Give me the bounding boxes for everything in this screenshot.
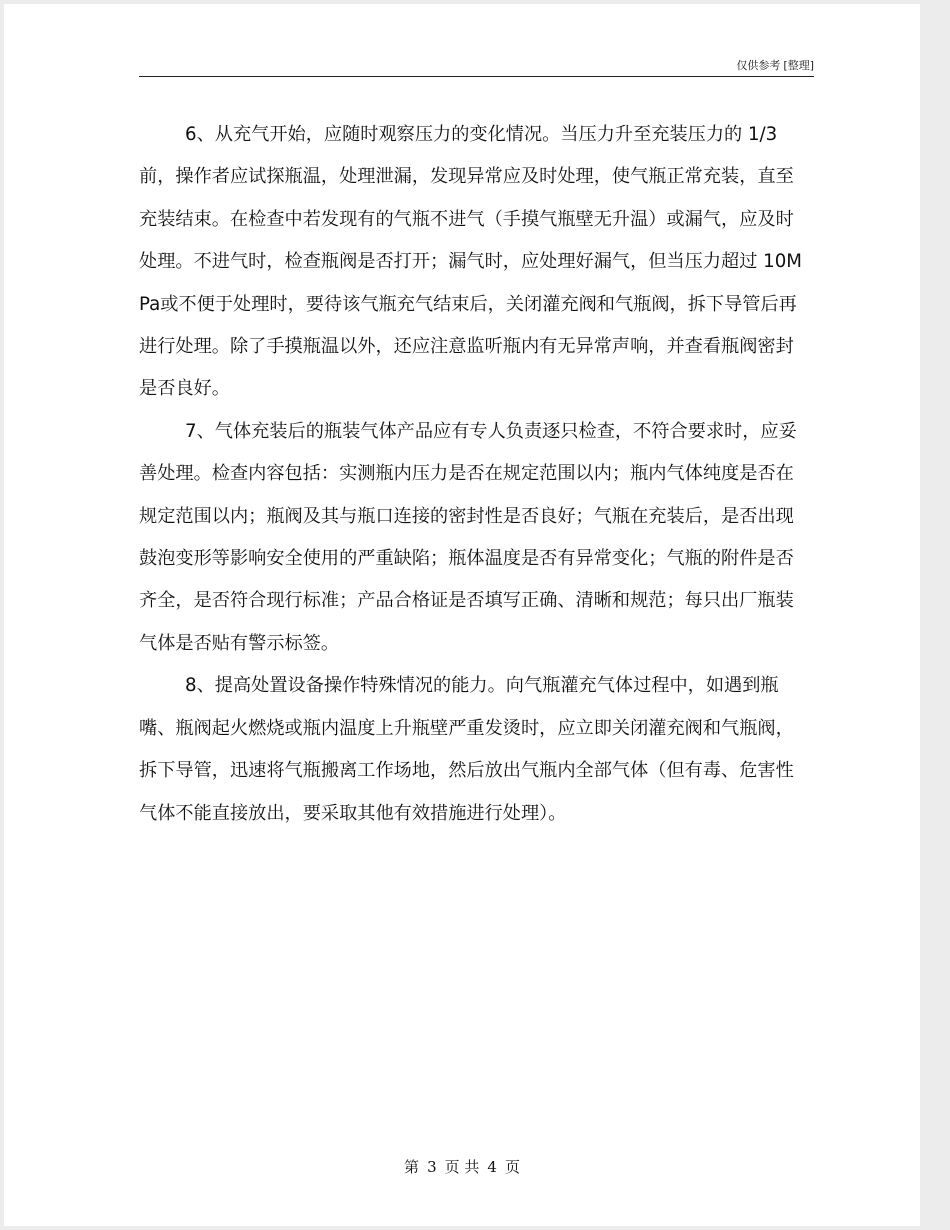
header-tag: [整理] (783, 59, 814, 72)
page-footer (4, 1156, 920, 1177)
footer-prefix: 第 (404, 1158, 420, 1176)
document-page (4, 4, 920, 1226)
paragraph-8: 8、提高处置设备操作特殊情况的能力。向气瓶灌充气体过程中，如遇到瓶嘴、瓶阀起火燃烧或瓶内温度上升瓶壁严重发烫时，应立即关闭灌充阀和气瓶阀，拆下导管，迅速将气瓶搬离工作场地，然后放出气瓶内全部气体（但有毒、危害性气体不能直接放出，要采取其他有效措施进行处理）。 (139, 675, 794, 824)
page-header (139, 57, 814, 73)
paragraph-6: 6、从充气开始，应随时观察压力的变化情况。当压力升至充装压力的 1/3 前，操作者应试探瓶温，处理泄漏，发现异常应及时处理，使气瓶正常充装，直至充装结束。在检查中若发现有的气瓶不进气（手摸气瓶壁无升温）或漏气，应及时处理。不进气时，检查瓶阀是否打开；漏气时，应处理好漏气，但当压力超过 10MPa或不便于处理时，要待该气瓶充气结束后，关闭灌充阀和气瓶阀，拆下导管后再进行处理。除了手摸瓶温以外，还应注意监听瓶内有无异常声响，并查看瓶阀密封是否良好。 (139, 124, 802, 400)
footer-page-number: 3 (427, 1158, 437, 1176)
header-divider (139, 76, 814, 77)
footer-suffix: 页 (504, 1158, 520, 1176)
header-note: 仅供参考 (736, 59, 781, 72)
paragraph-7: 7、气体充装后的瓶装气体产品应有专人负责逐只检查，不符合要求时，应妥善处理。检查内容包括：实测瓶内压力是否在规定范围以内；瓶内气体纯度是否在规定范围以内；瓶阀及其与瓶口连接的密封性是否良好；气瓶在充装后，是否出现鼓泡变形等影响安全使用的严重缺陷；瓶体温度是否有异常变化；气瓶的附件是否齐全，是否符合现行标准；产品合格证是否填写正确、清晰和规范；每只出厂瓶装气体是否贴有警示标签。 (139, 420, 797, 654)
document-body (139, 114, 809, 835)
footer-total-pages: 4 (487, 1158, 497, 1176)
footer-middle: 页 共 (444, 1158, 480, 1176)
